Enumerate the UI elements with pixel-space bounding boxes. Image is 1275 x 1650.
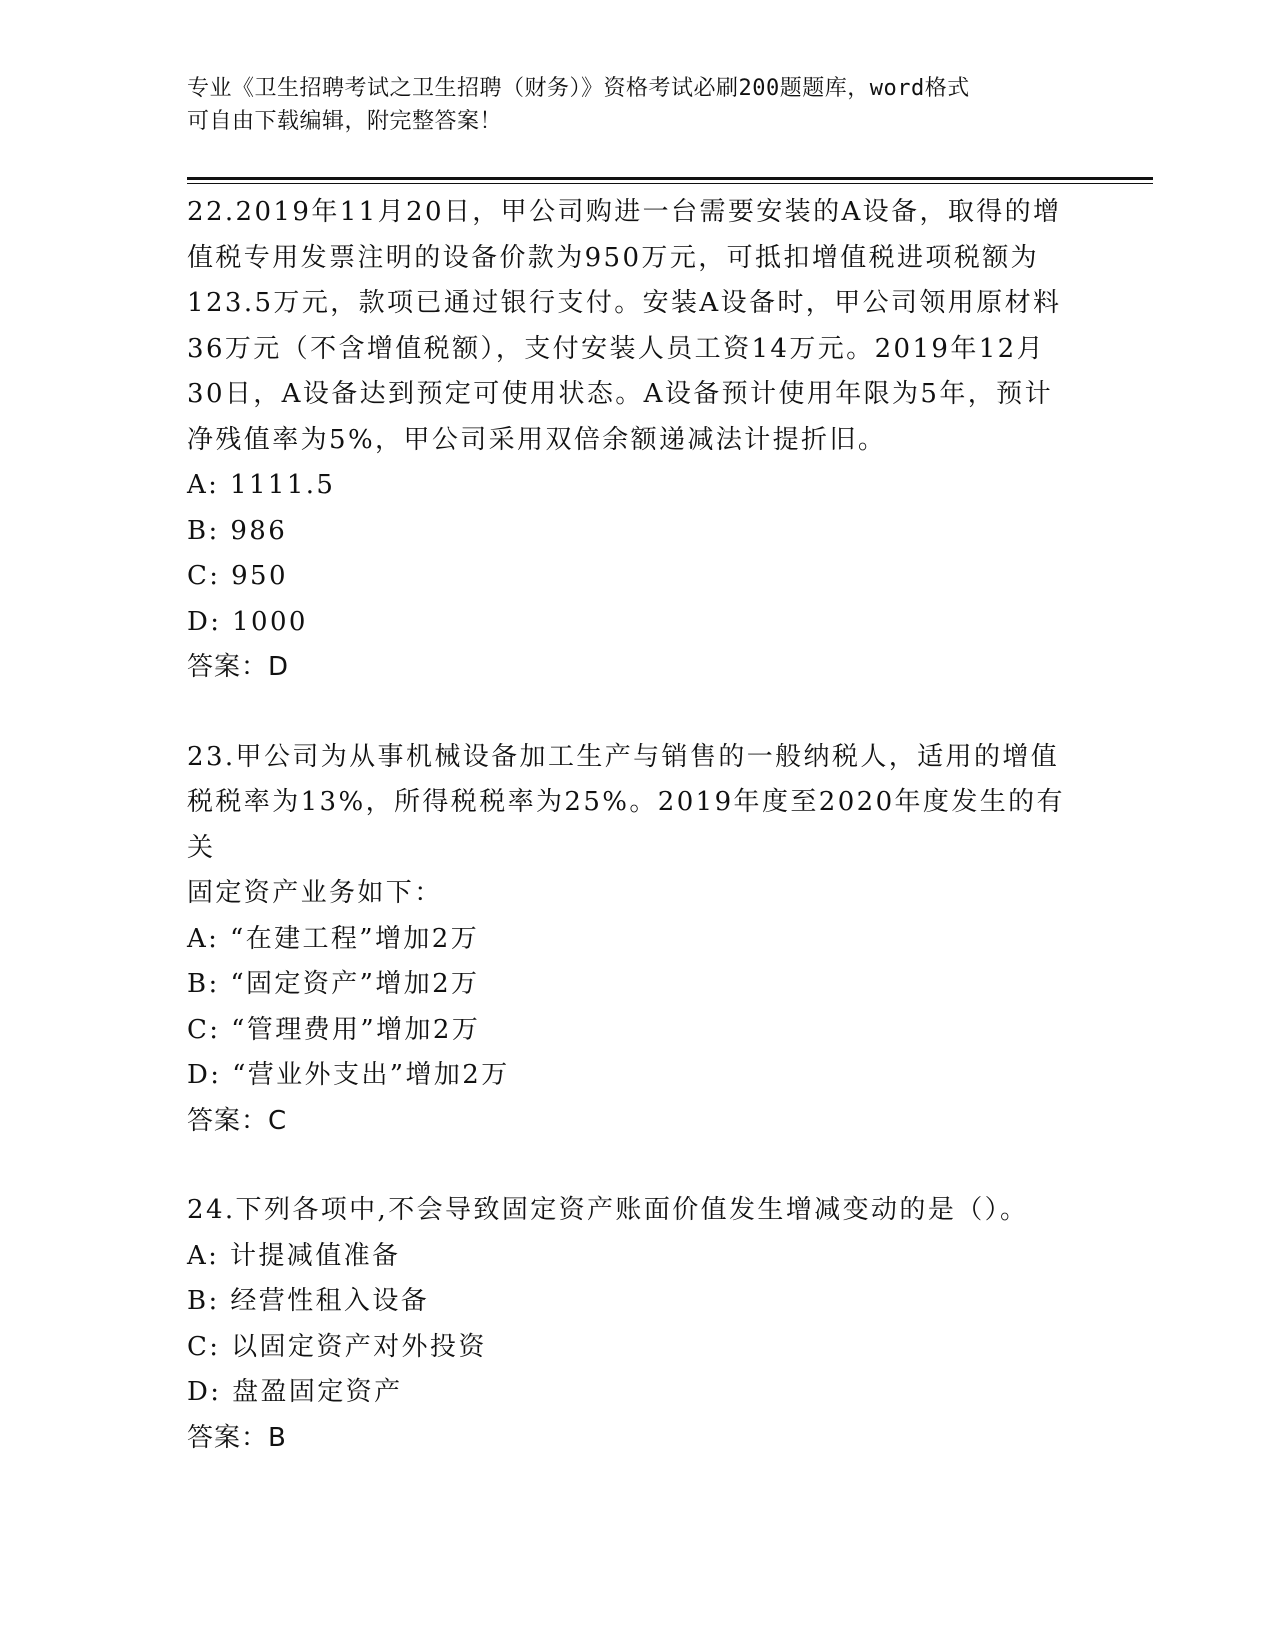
answer-line: 答案：C: [187, 1105, 288, 1136]
stem-line: 税税率为13%，所得税税率为25%。2019年度至2020年度发生的有关: [187, 787, 1065, 863]
answer-line: 答案：B: [187, 1422, 287, 1453]
stem-line: 固定资产业务如下：: [187, 878, 443, 908]
stem-line: 23.甲公司为从事机械设备加工生产与销售的一般纳税人，适用的增值: [187, 741, 1060, 772]
header-line-2: 可自由下载编辑，附完整答案！: [187, 109, 503, 134]
stem-line: 36万元（不含增值税额），支付安装人员工资14万元。2019年12月: [187, 333, 1046, 364]
option-d: D: 盘盈固定资产: [187, 1377, 403, 1407]
document-header: [187, 72, 1077, 138]
option-c: C: 以固定资产对外投资: [187, 1331, 487, 1362]
option-b: B: 986: [187, 515, 288, 546]
question-list: [187, 190, 1087, 1461]
stem-line: 123.5万元，款项已通过银行支付。安装A设备时，甲公司领用原材料: [187, 288, 1062, 318]
option-d: D: 1000: [187, 606, 308, 637]
question-stem: [187, 1188, 1087, 1234]
question-23: [187, 735, 1087, 1145]
option-a: A: 1111.5: [187, 470, 336, 500]
header-divider-thin: [187, 183, 1153, 184]
stem-line: 值税专用发票注明的设备价款为950万元，可抵扣增值税进项税额为: [187, 242, 1040, 273]
option-d: D: “营业外支出”增加2万: [187, 1060, 510, 1090]
option-a: A: 计提减值准备: [187, 1240, 401, 1271]
question-stem: [187, 735, 1087, 917]
option-b: B: 经营性租入设备: [187, 1286, 430, 1316]
stem-line: 22.2019年11月20日，甲公司购进一台需要安装的A设备，取得的增: [187, 197, 1062, 227]
header-divider-thick: [187, 177, 1153, 180]
option-c: C: 950: [187, 561, 288, 591]
header-line-1: 专业《卫生招聘考试之卫生招聘（财务）》资格考试必刷200题题库，word格式: [187, 76, 970, 101]
stem-line: 24.下列各项中,不会导致固定资产账面价值发生增减变动的是（）。: [187, 1195, 1029, 1225]
option-a: A: “在建工程”增加2万: [187, 923, 480, 954]
option-b: B: “固定资产”增加2万: [187, 969, 480, 999]
question-stem: [187, 190, 1087, 463]
option-c: C: “管理费用”增加2万: [187, 1014, 481, 1045]
question-22: [187, 190, 1087, 691]
question-24: [187, 1188, 1087, 1461]
stem-line: 30日，A设备达到预定可使用状态。A设备预计使用年限为5年，预计: [187, 379, 1053, 409]
stem-line: 净残值率为5%，甲公司采用双倍余额递减法计提折旧。: [187, 424, 887, 455]
answer-line: 答案：D: [187, 652, 290, 682]
